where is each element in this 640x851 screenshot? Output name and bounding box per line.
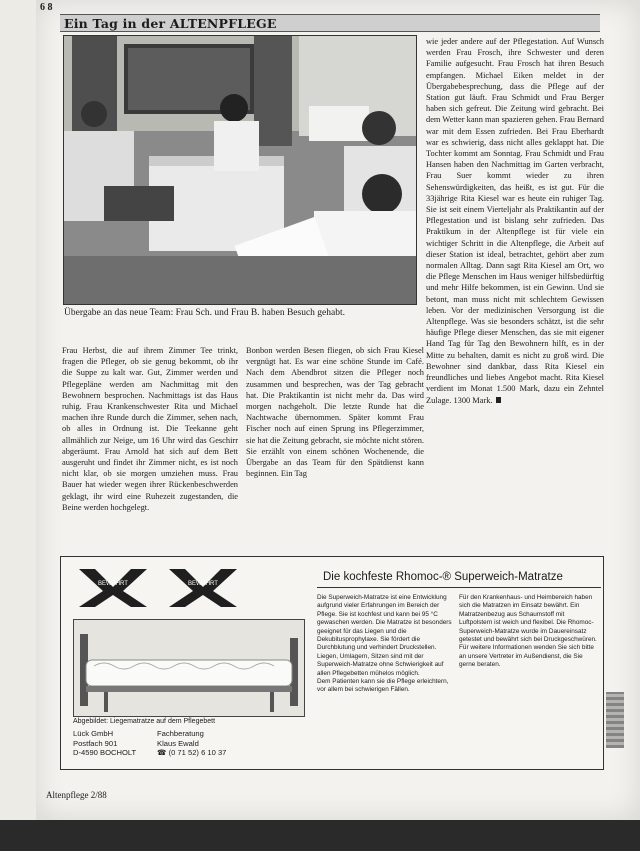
logo-x-right <box>169 569 237 607</box>
article-column-2: Bonbon werden Besen fliegen, ob sich Frau Kiesel vergnügt hat. Es war eine schöne Stunde im Café. Nach dem Abendbrot sitzen die Pfleger noch zusammen und besprechen, was der Tag gebracht hat. Die Praktikantin ist nicht mehr da. Das wird morgen nachgeholt. Die letzte Runde hat die Nachtwache übernommen. Später kommt Frau Fischer noch auf einen Sprung ins Pflegerzimmer, sie hat die Zeitung gebracht, sie möchte nicht stören. Sie erzählt von einem schönen Wochenende, die Übergabe an das Team für den Spätdienst kann beginnen. Ein Tag <box>246 346 424 479</box>
page-number-top: 6 8 <box>40 2 53 13</box>
section-header-title: Ein Tag in der ALTENPFLEGE <box>64 16 277 31</box>
advertisement <box>60 556 604 770</box>
article-column-3 <box>426 36 604 406</box>
sales-phone: ☎ (0 71 52) 6 10 37 <box>157 748 227 757</box>
company-name: Lück GmbH <box>73 729 114 738</box>
brand-logos <box>73 567 273 609</box>
photo-illustration <box>64 36 416 304</box>
section-header <box>60 14 600 32</box>
ad-image-caption: Abgebildet: Liegematratze auf dem Pflegebett <box>73 718 216 725</box>
company-city: D-4590 BOCHOLT <box>73 748 137 757</box>
ad-title: Die kochfeste Rhomoc-® Superweich-Matratze <box>323 571 563 583</box>
logo-2-text: BEWÄHRT <box>188 581 218 587</box>
bed-illustration <box>74 620 304 716</box>
article-photo <box>63 35 417 305</box>
photo-caption: Übergabe an das neue Team: Frau Sch. und Frau B. haben Besuch gehabt. <box>64 308 346 318</box>
ad-text-column-1: Die Superweich-Matratze ist eine Entwicklung aufgrund vieler Erfahrungen im Bereich der Pflege. Sie ist kochfest und kann bei 95 °C gewaschen werden. Die Matratze ist besonders geeignet für das Liegen und die Dekubitusprophylaxe. Sie fördert die Durchblutung und verhindert Druckstellen. Liegen, Umlagern, Sitzen sind mit der Superweich-Matratze ohne Schwierigkeit auf allen Pflegebetten mühelos möglich. Dem Patienten kann sie die Pflege erleichtern, vor allem bei schwierigen Fällen. <box>317 594 452 694</box>
mattress-photo <box>73 619 305 717</box>
article-column-1: Frau Herbst, die auf ihrem Zimmer Tee trinkt, fragen die Pfleger, ob sie genug bekommt, ob ihr die Suppe zu kalt war. Gut, Zimmer werden und Pflegepläne werden am Nachmittag mit den Bewohnern besprochen. Nachmittags ist das Haus ruhig. Frau Krankenschwester Rita und Michael machen ihre Runde durch die Zimmer, sehen nach, ob alles in Ordnung ist. Die Teekanne geht allmählich zur Neige, um 16 Uhr wird das Geschirr abgeräumt. Frau Arnold hat sich auf dem Bett ausgeruht und findet ihr Zimmer nicht, es ist noch nicht klar, ob sie morgen umziehen muss. Frau Bauer hat wieder wegen ihrer Rückenbeschwerden geklagt, ihr wird eine Ruhezeit zugestanden, die Beine werden hochgelegt. <box>62 346 238 512</box>
page-footer: Altenpflege 2/88 <box>46 790 107 800</box>
logo-1-text: BEWÄHRT <box>98 581 128 587</box>
company-address <box>73 729 136 758</box>
article-column-3-text: wie jeder andere auf der Pflegestation. Auf Wunsch werden Frau Frosch, ihre Schwester und deren Familie aufgesucht. Frau Frosch hat ihren Besuch empfangen. Michael Eiken meldet in der Übergabebesprechung, dass die Pflege auf der Station gut läuft. Frau Schmidt und Frau Berger haben sich gefreut. Die Zeitung wird gebracht. Bei dem Wetter kann man spazieren gehen. Frau Bernard war mit dem Essen zufrieden. Bei Frau Eberhardt war es schwierig, dass nicht alles geklappt hat. Die Tochter kommt am Sonntag. Frau Schmidt und Frau Hansen haben den Nachmittag im Garten verbracht, Frau Suer kommt wieder zu ihren Sehenswürdigkeiten, das heißt, es ist gut. Für die 33jährige Rita Kiesel war es heute ein ruhiger Tag. Sie ist seit einem Vierteljahr als Praktikantin auf der Pflegestation und ist bislang sehr zufrieden. Das Praktikum in der Altenpflege ist für viele ein wichtiger Schritt in die Altenpflege, die Arbeit auf dieser Station ist ideal, betrachtet, gehört aber zum normalen Alltag. Dann sagt Rita Kiesel am Ort, wo die Pflege Menschen im Haus weniger hilfsbedürftig und mehr Hilfe bekommen, ist ein Gewinn. Und sie betont, man muss nicht mit schlechtem Gewissen leben. Vor der medizinischen Versorgung ist die Altenpflege. Was sie besonders schätzt, ist die sehr häufige Pflege dieser Menschen, das sie mit eigener Hand Tag für Tag den Bewohnern hilft, es in der Mitte zu behalten, damit es nicht zu groß wird. Die Bewohner sind dankbar, dass Rita Kiesel ein freundliches und liebes Angebot macht. Rita Kiesel verdient im Monat 1.500 Mark, dazu ein Zehntel Zulage. 1300 Mark. <box>426 37 604 405</box>
ad-divider <box>317 587 601 588</box>
scan-edge-artifact <box>606 692 624 748</box>
sales-name: Klaus Ewald <box>157 738 199 748</box>
sales-contact <box>157 729 226 758</box>
scan-bottom-band <box>0 820 640 851</box>
company-street: Postfach 901 <box>73 738 118 748</box>
logo-x-left <box>79 569 147 607</box>
end-of-article-mark <box>496 397 501 403</box>
ad-text-column-2: Für den Krankenhaus- und Heimbereich haben sich die Matratzen im Einsatz bewährt. Ein Matratzenbezug aus Schaumstoff mit Luftpolstern ist weich und flexibel. Die Rhomoc-Superweich-Matratze wurde im Dauereinsatz getestet und bewährt sich bei Druckgeschwüren. Für weitere Informationen wenden Sie sich bitte an unsere Vertreter im Außendienst, die Sie gerne beraten. <box>459 594 597 669</box>
sales-label: Fachberatung <box>157 729 204 738</box>
